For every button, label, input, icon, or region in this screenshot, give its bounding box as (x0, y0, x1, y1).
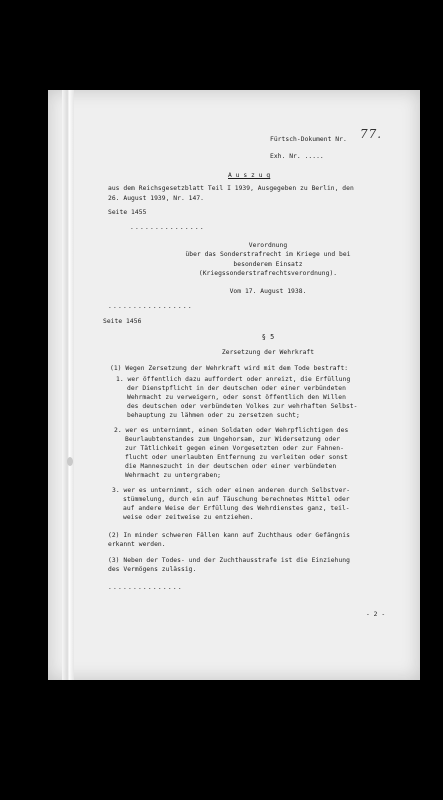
source-line-2: 26. August 1939, Nr. 147. (108, 195, 205, 202)
ellipsis-2: ................. (108, 303, 193, 310)
item-1-line-1: 1. wer öffentlich dazu auffordert oder anreizt, die Erfüllung (116, 376, 351, 383)
auszug-heading: A u s z u g (228, 172, 271, 179)
item-3-line-1: 3. wer es unternimmt, sich oder einen anderen durch Selbstver- (112, 487, 351, 494)
ellipsis-1: ............... (130, 224, 205, 231)
title-line-2: über das Sonderstrafrecht im Kriege und bei (185, 251, 351, 258)
page-ref-2: Seite 1456 (103, 318, 142, 325)
section-mark: § 5 (261, 333, 275, 341)
ellipsis-3: ............... (108, 584, 183, 591)
item-2-line-3: zur Tätlichkeit gegen einen Vorgesetzten oder zur Fahnen- (125, 445, 344, 452)
item-3-line-2: stümmelung, durch ein auf Täuschung berechnetes Mittel oder (123, 496, 350, 503)
paragraph-2-line-2: erkannt werden. (108, 541, 166, 548)
paragraph-3-line-1: (3) Neben der Todes- und der Zuchthausstrafe ist die Einziehung (108, 557, 350, 564)
paragraph-3-line-2: des Vermögens zulässig. (108, 566, 197, 573)
page-ref-1: Seite 1455 (108, 209, 147, 216)
item-2-line-6: Wehrmacht zu untergraben; (125, 472, 222, 479)
paragraph-2-line-1: (2) In minder schweren Fällen kann auf Zuchthaus oder Gefängnis (108, 532, 350, 539)
doc-number: 77. (360, 127, 383, 141)
source-line-1: aus dem Reichsgesetzblatt Teil I 1939, Ausgegeben zu Berlin, den (108, 185, 354, 192)
item-3-line-4: weise oder zeitweise zu entziehen. (123, 514, 254, 521)
section-title: Zersetzung der Wehrkraft (221, 349, 315, 356)
punch-hole (67, 457, 73, 466)
title-line-3: besonderem Einsatz (233, 261, 303, 268)
page-number: - 2 - (366, 611, 386, 618)
item-2-line-2: Beurlaubtenstandes zum Ungehorsam, zur Widersetzung oder (125, 436, 341, 443)
document-page (48, 90, 420, 680)
item-2-line-5: die Manneszucht in der deutschen oder einer verbündeten (125, 463, 337, 470)
item-1-line-2: der Dienstpflicht in der deutschen oder einer verbündeten (127, 385, 346, 392)
doc-label: Fürtsch-Dokument Nr. (270, 136, 347, 143)
title-date: Vom 17. August 1938. (229, 288, 307, 295)
exh-label: Exh. Nr. ..... (270, 153, 324, 160)
title-line-4: (Kriegssonderstrafrechtsverordnung). (198, 270, 338, 277)
item-1-line-4: des deutschen oder verbündeten Volkes zur wehrhaften Selbst- (127, 403, 358, 410)
paragraph-1-intro: (1) Wegen Zersetzung der Wehrkraft wird mit dem Tode bestraft: (110, 365, 349, 372)
title-line-1: Verordnung (248, 242, 288, 249)
item-2-line-4: flucht oder unerlaubten Entfernung zu verleiten oder sonst (125, 454, 348, 461)
item-1-line-5: behauptung zu lähmen oder zu zersetzen sucht; (127, 412, 300, 419)
paper-fold (62, 90, 74, 680)
item-3-line-3: auf andere Weise der Erfüllung des Wehrdienstes ganz, teil- (123, 505, 350, 512)
item-2-line-1: 2. wer es unternimmt, einen Soldaten oder Wehrpflichtigen des (114, 427, 349, 434)
item-1-line-3: Wehrmacht zu verweigern, oder sonst öffentlich den Willen (127, 394, 346, 401)
